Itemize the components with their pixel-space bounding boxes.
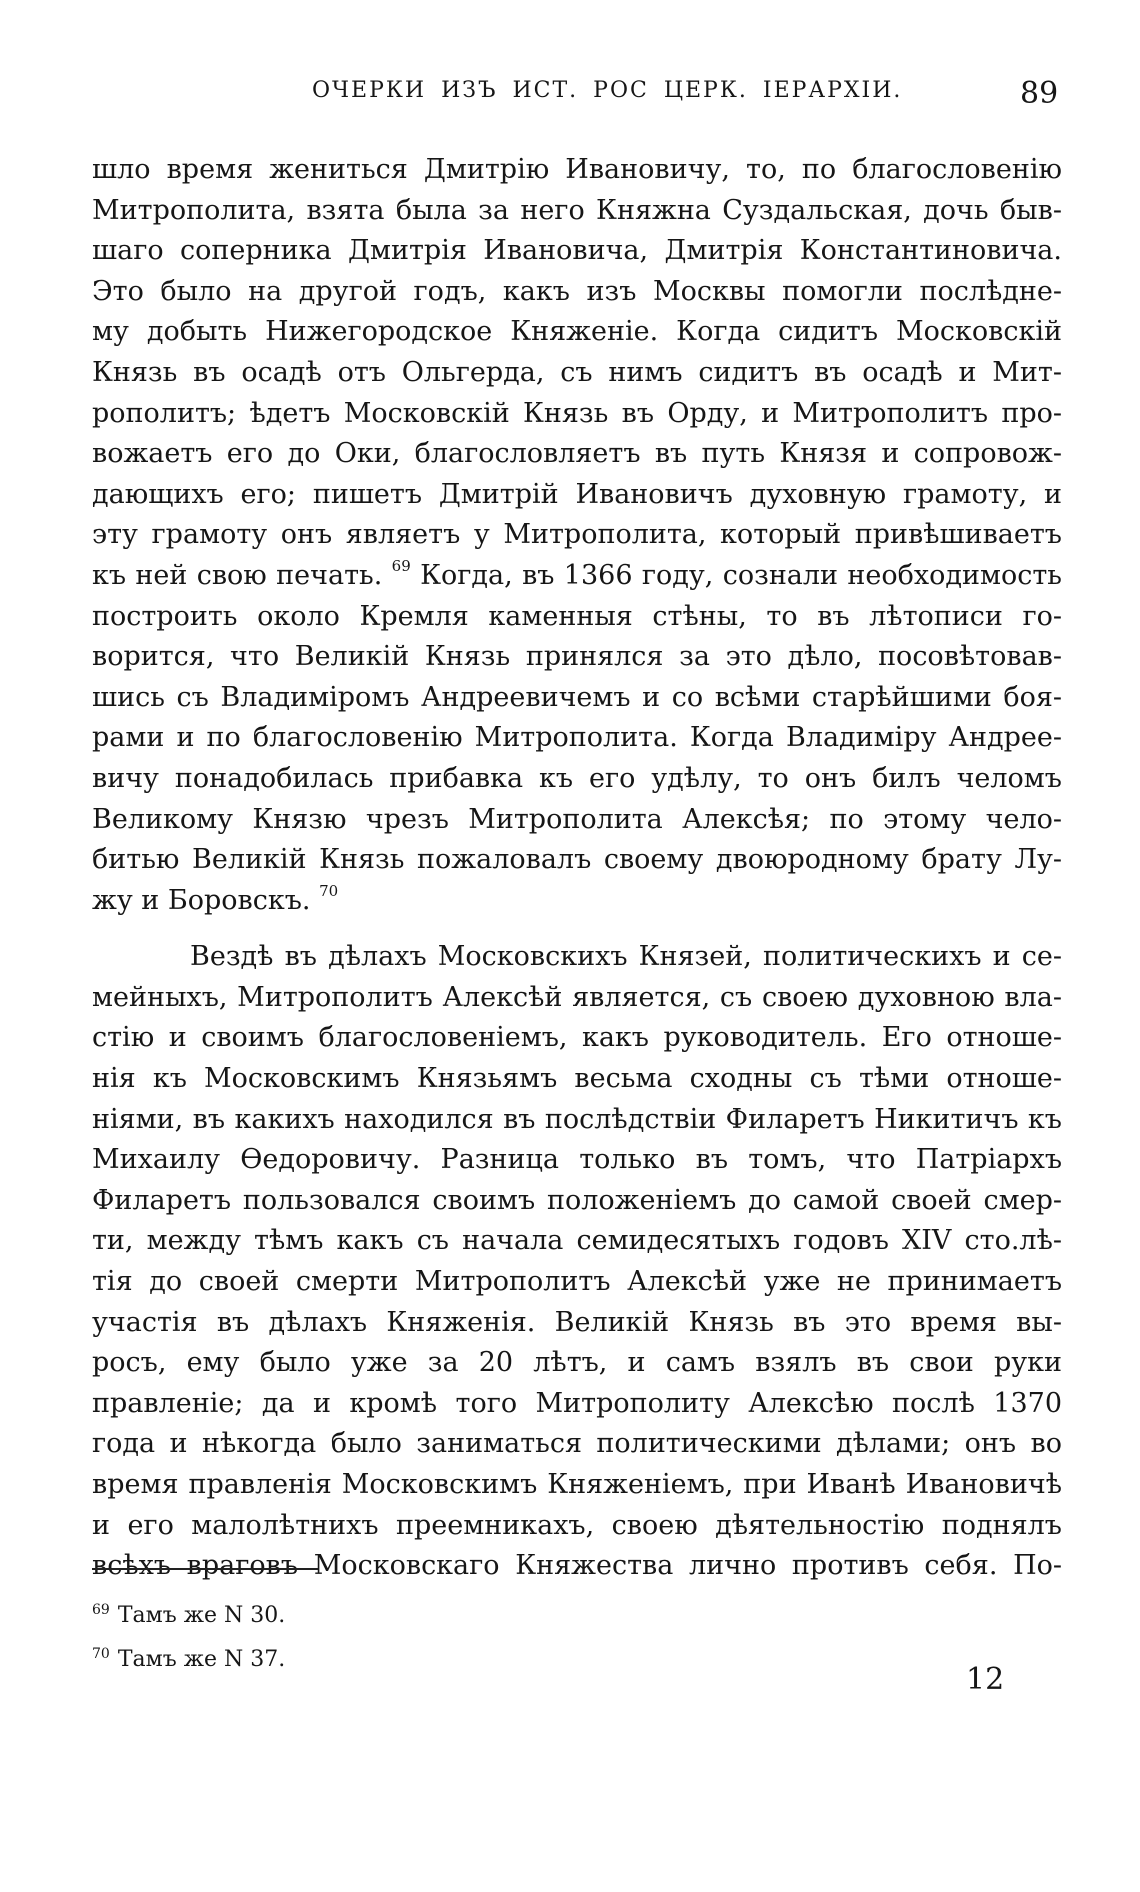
footnote-ref-69: 69: [391, 556, 411, 575]
text-line: время правленія Московскимъ Княженіемъ, при Иванѣ Ивановичѣ: [92, 1469, 1062, 1500]
text-line: дающихъ его; пишетъ Дмитрій Ивановичъ духовную грамоту, и: [92, 478, 1062, 510]
text-line: ти, между тѣмъ какъ съ начала семидесятыхъ годовъ XIV сто.лѣ-: [92, 1225, 1062, 1257]
text-line: шаго соперника Дмитрія Ивановича, Дмитрія Константиновича.: [92, 235, 1062, 267]
text-line: Митрополита, взята была за него Княжна Суздальская, дочь быв-: [92, 194, 1062, 226]
text-line: Это было на другой годъ, какъ изъ Москвы помогли послѣдне-: [92, 275, 1062, 307]
running-head: ОЧЕРКИ ИЗЪ ИСТ. РОС ЦЕРК. IЕРАРХIИ.: [312, 78, 903, 103]
paragraph-1: [92, 150, 1062, 921]
text-line: Великому Князю чрезъ Митрополита Алексѣя; по этому чело-: [92, 803, 1062, 835]
footnote-text: Тамъ же N 30.: [117, 1603, 286, 1628]
text-segment: жу и Боровскъ.: [92, 884, 311, 916]
footnote-divider: [92, 1568, 318, 1570]
signature-mark: 12: [966, 1662, 1005, 1697]
text-segment: Когда, въ 1366 году, сознали необходимость: [420, 559, 1063, 591]
text-line: рополитъ; ѣдетъ Московскій Князь въ Орду, и Митрополитъ про-: [92, 397, 1062, 429]
text-line: вожаетъ его до Оки, благословляетъ въ путь Князя и сопровож-: [92, 438, 1062, 470]
footnotes: [92, 1588, 285, 1676]
text-line: стію и своимъ благословеніемъ, какъ руководитель. Его отноше-: [92, 1022, 1062, 1054]
text-line-with-footnote: [92, 881, 1062, 922]
text-line: Михаилу Ѳедоровичу. Разница только въ томъ, что Патріархъ: [92, 1144, 1062, 1176]
text-line: эту грамоту онъ являетъ у Митрополита, который привѣшиваетъ: [92, 519, 1062, 551]
text-line: ніями, въ какихъ находился въ послѣдствіи Филаретъ Никитичъ къ: [92, 1103, 1062, 1135]
text-line: рами и по благословенію Митрополита. Когда Владиміру Андрее-: [92, 722, 1062, 754]
footnote-ref-70: 70: [319, 881, 339, 900]
footnote-number: 69: [92, 1602, 110, 1618]
text-line: Филаретъ пользовался своимъ положеніемъ до самой своей смер-: [92, 1184, 1062, 1216]
page-number: 89: [1020, 76, 1059, 111]
text-line: шись съ Владиміромъ Андреевичемъ и со всѣми старѣйшими боя-: [92, 681, 1062, 713]
footnote-number: 70: [92, 1646, 110, 1662]
text-line: вичу понадобилась прибавка къ его удѣлу, то онъ билъ челомъ: [92, 762, 1062, 794]
text-line: росъ, ему было уже за 20 лѣтъ, и самъ взялъ въ свои руки: [92, 1347, 1062, 1379]
footnote-70: [92, 1632, 285, 1676]
text-line: Князь въ осадѣ отъ Ольгерда, съ нимъ сидитъ въ осадѣ и Мит-: [92, 356, 1062, 388]
body-text: [92, 150, 1062, 1587]
text-line: тія до своей смерти Митрополитъ Алексѣй уже не принимаетъ: [92, 1266, 1062, 1298]
text-line: ворится, что Великій Князь принялся за это дѣло, посовѣтовав-: [92, 641, 1062, 673]
text-line: и его малолѣтнихъ преемникахъ, своею дѣятельностію поднялъ: [92, 1509, 1062, 1541]
text-line-with-footnote: [92, 556, 1062, 597]
text-line: му добыть Нижегородское Княженіе. Когда сидитъ Московскій: [92, 316, 1062, 348]
text-line: построить около Кремля каменныя стѣны, то въ лѣтописи го-: [92, 600, 1062, 632]
text-line: Вездѣ въ дѣлахъ Московскихъ Князей, политическихъ и се-: [190, 941, 1062, 973]
text-line: нія къ Московскимъ Князьямъ весьма сходны съ тѣми отноше-: [92, 1063, 1062, 1095]
text-line: всѣхъ враговъ Московскаго Княжества лично противъ себя. По-: [92, 1550, 1062, 1582]
paragraph-2: [92, 937, 1062, 1587]
footnote-69: [92, 1588, 285, 1632]
text-line: года и нѣкогда было заниматься политическими дѣлами; онъ во: [92, 1428, 1062, 1460]
text-line: битью Великій Князь пожаловалъ своему двоюродному брату Лу-: [92, 844, 1062, 876]
footnote-text: Тамъ же N 37.: [117, 1647, 286, 1672]
text-line: правленіе; да и кромѣ того Митрополиту Алексѣю послѣ 1370: [92, 1387, 1062, 1419]
text-segment: къ ней свою печать.: [92, 559, 383, 591]
text-line: участія въ дѣлахъ Княженія. Великій Князь въ это время вы-: [92, 1306, 1062, 1338]
page-header: [0, 76, 1140, 116]
text-line: шло время жениться Дмитрію Ивановичу, то, по благословенію: [92, 154, 1062, 185]
text-line: мейныхъ, Митрополитъ Алексѣй является, съ своею духовною вла-: [92, 981, 1062, 1013]
